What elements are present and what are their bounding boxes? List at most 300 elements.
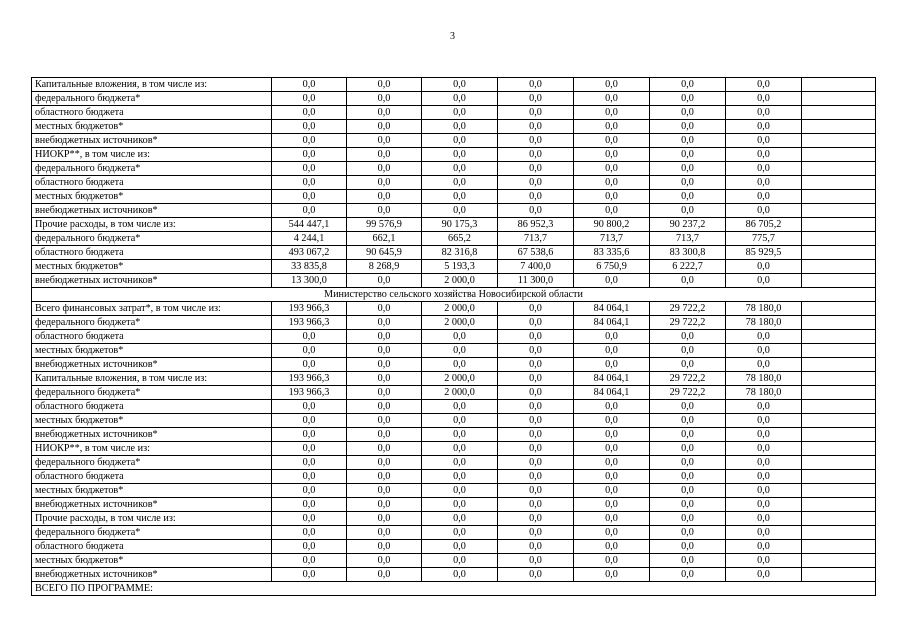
- value-cell: 0,0: [726, 540, 802, 554]
- value-cell: 0,0: [272, 134, 347, 148]
- value-cell: 0,0: [574, 190, 650, 204]
- value-cell: 0,0: [498, 120, 574, 134]
- row-label: областного бюджета: [32, 400, 272, 414]
- value-cell: 0,0: [422, 176, 498, 190]
- row-label: федерального бюджета*: [32, 526, 272, 540]
- value-cell: 0,0: [498, 456, 574, 470]
- value-cell: 0,0: [726, 260, 802, 274]
- value-cell: 0,0: [726, 358, 802, 372]
- row-label: областного бюджета: [32, 106, 272, 120]
- value-cell: 0,0: [650, 526, 726, 540]
- value-cell: 0,0: [574, 414, 650, 428]
- value-cell: 78 180,0: [726, 372, 802, 386]
- row-label: областного бюджета: [32, 246, 272, 260]
- row-label: внебюджетных источников*: [32, 428, 272, 442]
- empty-cell: [802, 218, 876, 232]
- value-cell: 0,0: [272, 540, 347, 554]
- value-cell: 0,0: [347, 358, 422, 372]
- row-label: Всего финансовых затрат*, в том числе из:: [32, 302, 272, 316]
- value-cell: 0,0: [650, 344, 726, 358]
- value-cell: 0,0: [498, 568, 574, 582]
- table-row: [32, 568, 876, 582]
- row-label: внебюджетных источников*: [32, 204, 272, 218]
- value-cell: 0,0: [347, 554, 422, 568]
- value-cell: 83 300,8: [650, 246, 726, 260]
- row-label: местных бюджетов*: [32, 120, 272, 134]
- row-label: Капитальные вложения, в том числе из:: [32, 372, 272, 386]
- row-label: НИОКР**, в том числе из:: [32, 148, 272, 162]
- value-cell: 0,0: [650, 442, 726, 456]
- value-cell: 0,0: [650, 456, 726, 470]
- table-row: [32, 358, 876, 372]
- value-cell: 0,0: [347, 162, 422, 176]
- value-cell: 0,0: [726, 414, 802, 428]
- value-cell: 0,0: [726, 176, 802, 190]
- value-cell: 0,0: [272, 400, 347, 414]
- value-cell: 0,0: [650, 400, 726, 414]
- table-row: [32, 442, 876, 456]
- row-label: внебюджетных источников*: [32, 358, 272, 372]
- empty-cell: [802, 400, 876, 414]
- page-number: 3: [450, 31, 455, 42]
- value-cell: 4 244,1: [272, 232, 347, 246]
- value-cell: 99 576,9: [347, 218, 422, 232]
- value-cell: 0,0: [422, 470, 498, 484]
- value-cell: 0,0: [498, 162, 574, 176]
- value-cell: 0,0: [574, 134, 650, 148]
- value-cell: 0,0: [574, 330, 650, 344]
- value-cell: 0,0: [726, 526, 802, 540]
- empty-cell: [802, 330, 876, 344]
- value-cell: 0,0: [272, 414, 347, 428]
- value-cell: 0,0: [574, 442, 650, 456]
- value-cell: 0,0: [574, 78, 650, 92]
- value-cell: 84 064,1: [574, 386, 650, 400]
- value-cell: 0,0: [726, 106, 802, 120]
- section-header: Министерство сельского хозяйства Новосибирской области: [32, 288, 876, 302]
- value-cell: 0,0: [574, 554, 650, 568]
- value-cell: 0,0: [726, 162, 802, 176]
- empty-cell: [802, 134, 876, 148]
- empty-cell: [802, 372, 876, 386]
- value-cell: 0,0: [650, 470, 726, 484]
- table-row: [32, 92, 876, 106]
- empty-cell: [802, 498, 876, 512]
- table-row: [32, 372, 876, 386]
- value-cell: 0,0: [347, 456, 422, 470]
- value-cell: 0,0: [574, 484, 650, 498]
- value-cell: 0,0: [650, 92, 726, 106]
- value-cell: 0,0: [574, 456, 650, 470]
- value-cell: 2 000,0: [422, 274, 498, 288]
- empty-cell: [802, 92, 876, 106]
- value-cell: 0,0: [272, 428, 347, 442]
- value-cell: 86 952,3: [498, 218, 574, 232]
- value-cell: 0,0: [347, 176, 422, 190]
- empty-cell: [802, 78, 876, 92]
- value-cell: 0,0: [650, 540, 726, 554]
- value-cell: 0,0: [650, 176, 726, 190]
- value-cell: 193 966,3: [272, 372, 347, 386]
- value-cell: 0,0: [498, 554, 574, 568]
- value-cell: 0,0: [650, 554, 726, 568]
- table-row: [32, 554, 876, 568]
- value-cell: 0,0: [272, 568, 347, 582]
- value-cell: 0,0: [422, 442, 498, 456]
- value-cell: 0,0: [272, 120, 347, 134]
- value-cell: 0,0: [650, 330, 726, 344]
- value-cell: 0,0: [726, 120, 802, 134]
- value-cell: 0,0: [272, 470, 347, 484]
- empty-cell: [802, 274, 876, 288]
- value-cell: 0,0: [422, 554, 498, 568]
- value-cell: 0,0: [347, 386, 422, 400]
- value-cell: 0,0: [347, 148, 422, 162]
- value-cell: 0,0: [498, 540, 574, 554]
- table-row: [32, 134, 876, 148]
- value-cell: 0,0: [498, 176, 574, 190]
- empty-cell: [802, 204, 876, 218]
- row-label: областного бюджета: [32, 176, 272, 190]
- table-row: [32, 162, 876, 176]
- value-cell: 0,0: [422, 78, 498, 92]
- value-cell: 78 180,0: [726, 316, 802, 330]
- value-cell: 0,0: [422, 498, 498, 512]
- table-row: [32, 484, 876, 498]
- program-total-label: ВСЕГО ПО ПРОГРАММЕ:: [32, 582, 876, 596]
- value-cell: 0,0: [498, 358, 574, 372]
- value-cell: 0,0: [726, 344, 802, 358]
- value-cell: 0,0: [422, 120, 498, 134]
- empty-cell: [802, 568, 876, 582]
- table-row: [32, 526, 876, 540]
- value-cell: 0,0: [422, 484, 498, 498]
- value-cell: 0,0: [347, 344, 422, 358]
- value-cell: 90 237,2: [650, 218, 726, 232]
- value-cell: 0,0: [726, 134, 802, 148]
- value-cell: 0,0: [272, 456, 347, 470]
- value-cell: 665,2: [422, 232, 498, 246]
- value-cell: 0,0: [726, 568, 802, 582]
- value-cell: 0,0: [422, 204, 498, 218]
- value-cell: 0,0: [498, 106, 574, 120]
- value-cell: 0,0: [422, 106, 498, 120]
- value-cell: 90 645,9: [347, 246, 422, 260]
- empty-cell: [802, 470, 876, 484]
- empty-cell: [802, 162, 876, 176]
- table-row: [32, 78, 876, 92]
- value-cell: 5 193,3: [422, 260, 498, 274]
- value-cell: 0,0: [272, 162, 347, 176]
- value-cell: 2 000,0: [422, 372, 498, 386]
- table-row: [32, 316, 876, 330]
- value-cell: 0,0: [726, 148, 802, 162]
- table-row: [32, 540, 876, 554]
- value-cell: 2 000,0: [422, 386, 498, 400]
- row-label: местных бюджетов*: [32, 414, 272, 428]
- value-cell: 84 064,1: [574, 316, 650, 330]
- table-row: [32, 106, 876, 120]
- value-cell: 0,0: [726, 456, 802, 470]
- value-cell: 78 180,0: [726, 302, 802, 316]
- row-label: федерального бюджета*: [32, 456, 272, 470]
- table-row: [32, 218, 876, 232]
- value-cell: 0,0: [726, 498, 802, 512]
- budget-table: [31, 77, 876, 596]
- value-cell: 0,0: [574, 162, 650, 176]
- value-cell: 0,0: [498, 414, 574, 428]
- value-cell: 0,0: [498, 134, 574, 148]
- row-label: федерального бюджета*: [32, 386, 272, 400]
- value-cell: 0,0: [422, 162, 498, 176]
- value-cell: 0,0: [347, 484, 422, 498]
- value-cell: 0,0: [347, 512, 422, 526]
- value-cell: 84 064,1: [574, 302, 650, 316]
- value-cell: 0,0: [498, 204, 574, 218]
- value-cell: 0,0: [650, 204, 726, 218]
- value-cell: 0,0: [347, 526, 422, 540]
- value-cell: 6 222,7: [650, 260, 726, 274]
- value-cell: 0,0: [347, 498, 422, 512]
- value-cell: 0,0: [422, 540, 498, 554]
- value-cell: 83 335,6: [574, 246, 650, 260]
- empty-cell: [802, 414, 876, 428]
- value-cell: 0,0: [272, 106, 347, 120]
- value-cell: 0,0: [272, 92, 347, 106]
- table-row: [32, 274, 876, 288]
- value-cell: 0,0: [650, 568, 726, 582]
- value-cell: 0,0: [347, 302, 422, 316]
- row-label: федерального бюджета*: [32, 162, 272, 176]
- value-cell: 0,0: [347, 540, 422, 554]
- value-cell: 0,0: [272, 554, 347, 568]
- value-cell: 0,0: [726, 470, 802, 484]
- value-cell: 0,0: [347, 190, 422, 204]
- value-cell: 0,0: [347, 414, 422, 428]
- value-cell: 67 538,6: [498, 246, 574, 260]
- row-label: Прочие расходы, в том числе из:: [32, 218, 272, 232]
- value-cell: 0,0: [347, 330, 422, 344]
- value-cell: 11 300,0: [498, 274, 574, 288]
- empty-cell: [802, 302, 876, 316]
- empty-cell: [802, 148, 876, 162]
- row-label: федерального бюджета*: [32, 316, 272, 330]
- value-cell: 90 800,2: [574, 218, 650, 232]
- empty-cell: [802, 526, 876, 540]
- value-cell: 0,0: [498, 78, 574, 92]
- empty-cell: [802, 428, 876, 442]
- row-label: местных бюджетов*: [32, 344, 272, 358]
- value-cell: 0,0: [347, 400, 422, 414]
- value-cell: 0,0: [347, 274, 422, 288]
- value-cell: 0,0: [422, 92, 498, 106]
- value-cell: 0,0: [726, 428, 802, 442]
- value-cell: 0,0: [422, 190, 498, 204]
- value-cell: 0,0: [347, 428, 422, 442]
- value-cell: 0,0: [498, 92, 574, 106]
- value-cell: 0,0: [650, 162, 726, 176]
- value-cell: 0,0: [272, 190, 347, 204]
- value-cell: 713,7: [574, 232, 650, 246]
- value-cell: 0,0: [574, 400, 650, 414]
- empty-cell: [802, 232, 876, 246]
- value-cell: 0,0: [726, 554, 802, 568]
- value-cell: 0,0: [422, 358, 498, 372]
- value-cell: 33 835,8: [272, 260, 347, 274]
- row-label: Капитальные вложения, в том числе из:: [32, 78, 272, 92]
- value-cell: 0,0: [498, 372, 574, 386]
- value-cell: 0,0: [347, 92, 422, 106]
- value-cell: 713,7: [498, 232, 574, 246]
- value-cell: 29 722,2: [650, 386, 726, 400]
- program-total-row: [32, 582, 876, 596]
- value-cell: 775,7: [726, 232, 802, 246]
- row-label: федерального бюджета*: [32, 92, 272, 106]
- value-cell: 13 300,0: [272, 274, 347, 288]
- empty-cell: [802, 554, 876, 568]
- value-cell: 0,0: [574, 358, 650, 372]
- value-cell: 85 929,5: [726, 246, 802, 260]
- value-cell: 0,0: [574, 148, 650, 162]
- value-cell: 0,0: [498, 386, 574, 400]
- value-cell: 0,0: [498, 512, 574, 526]
- value-cell: 7 400,0: [498, 260, 574, 274]
- value-cell: 29 722,2: [650, 302, 726, 316]
- value-cell: 8 268,9: [347, 260, 422, 274]
- value-cell: 0,0: [650, 274, 726, 288]
- value-cell: 90 175,3: [422, 218, 498, 232]
- value-cell: 0,0: [272, 78, 347, 92]
- value-cell: 0,0: [574, 92, 650, 106]
- value-cell: 0,0: [574, 204, 650, 218]
- value-cell: 0,0: [574, 106, 650, 120]
- value-cell: 0,0: [422, 414, 498, 428]
- value-cell: 0,0: [650, 428, 726, 442]
- value-cell: 0,0: [498, 316, 574, 330]
- table-row: [32, 330, 876, 344]
- value-cell: 0,0: [650, 148, 726, 162]
- value-cell: 0,0: [498, 302, 574, 316]
- value-cell: 0,0: [498, 442, 574, 456]
- empty-cell: [802, 260, 876, 274]
- value-cell: 0,0: [726, 512, 802, 526]
- table-row: [32, 498, 876, 512]
- value-cell: 0,0: [498, 428, 574, 442]
- value-cell: 0,0: [422, 148, 498, 162]
- value-cell: 0,0: [726, 204, 802, 218]
- table-row: [32, 190, 876, 204]
- value-cell: 0,0: [726, 330, 802, 344]
- table-row: [32, 246, 876, 260]
- row-label: внебюджетных источников*: [32, 134, 272, 148]
- value-cell: 2 000,0: [422, 316, 498, 330]
- value-cell: 0,0: [498, 344, 574, 358]
- value-cell: 0,0: [650, 498, 726, 512]
- table-row: [32, 512, 876, 526]
- value-cell: 82 316,8: [422, 246, 498, 260]
- table-row: [32, 232, 876, 246]
- value-cell: 0,0: [347, 372, 422, 386]
- table-row: [32, 414, 876, 428]
- empty-cell: [802, 484, 876, 498]
- value-cell: 29 722,2: [650, 372, 726, 386]
- table-row: [32, 148, 876, 162]
- value-cell: 0,0: [726, 442, 802, 456]
- value-cell: 0,0: [272, 358, 347, 372]
- value-cell: 0,0: [650, 414, 726, 428]
- empty-cell: [802, 456, 876, 470]
- value-cell: 0,0: [574, 176, 650, 190]
- value-cell: 0,0: [422, 456, 498, 470]
- empty-cell: [802, 344, 876, 358]
- table-row: [32, 428, 876, 442]
- value-cell: 544 447,1: [272, 218, 347, 232]
- row-label: внебюджетных источников*: [32, 568, 272, 582]
- row-label: областного бюджета: [32, 540, 272, 554]
- empty-cell: [802, 176, 876, 190]
- value-cell: 0,0: [272, 344, 347, 358]
- value-cell: 0,0: [422, 512, 498, 526]
- value-cell: 0,0: [574, 526, 650, 540]
- value-cell: 78 180,0: [726, 386, 802, 400]
- value-cell: 0,0: [574, 120, 650, 134]
- value-cell: 0,0: [272, 484, 347, 498]
- value-cell: 29 722,2: [650, 316, 726, 330]
- value-cell: 0,0: [650, 484, 726, 498]
- row-label: внебюджетных источников*: [32, 498, 272, 512]
- value-cell: 0,0: [726, 92, 802, 106]
- row-label: внебюджетных источников*: [32, 274, 272, 288]
- table-row: [32, 302, 876, 316]
- value-cell: 0,0: [347, 568, 422, 582]
- table-row: [32, 260, 876, 274]
- value-cell: 6 750,9: [574, 260, 650, 274]
- value-cell: 0,0: [272, 498, 347, 512]
- value-cell: 0,0: [726, 190, 802, 204]
- empty-cell: [802, 246, 876, 260]
- value-cell: 0,0: [650, 78, 726, 92]
- value-cell: 0,0: [498, 400, 574, 414]
- value-cell: 0,0: [272, 526, 347, 540]
- value-cell: 0,0: [574, 428, 650, 442]
- table-row: [32, 344, 876, 358]
- value-cell: 0,0: [498, 526, 574, 540]
- value-cell: 0,0: [422, 400, 498, 414]
- value-cell: 0,0: [347, 316, 422, 330]
- value-cell: 0,0: [422, 568, 498, 582]
- value-cell: 662,1: [347, 232, 422, 246]
- value-cell: 193 966,3: [272, 302, 347, 316]
- value-cell: 0,0: [422, 428, 498, 442]
- empty-cell: [802, 442, 876, 456]
- value-cell: 0,0: [272, 512, 347, 526]
- value-cell: 0,0: [650, 120, 726, 134]
- value-cell: 0,0: [498, 470, 574, 484]
- value-cell: 193 966,3: [272, 316, 347, 330]
- table-row: [32, 470, 876, 484]
- value-cell: 0,0: [272, 176, 347, 190]
- value-cell: 0,0: [574, 540, 650, 554]
- empty-cell: [802, 316, 876, 330]
- value-cell: 0,0: [574, 512, 650, 526]
- empty-cell: [802, 512, 876, 526]
- section-header-row: [32, 288, 876, 302]
- value-cell: 0,0: [347, 442, 422, 456]
- value-cell: 0,0: [650, 358, 726, 372]
- row-label: областного бюджета: [32, 330, 272, 344]
- value-cell: 0,0: [422, 330, 498, 344]
- value-cell: 0,0: [347, 470, 422, 484]
